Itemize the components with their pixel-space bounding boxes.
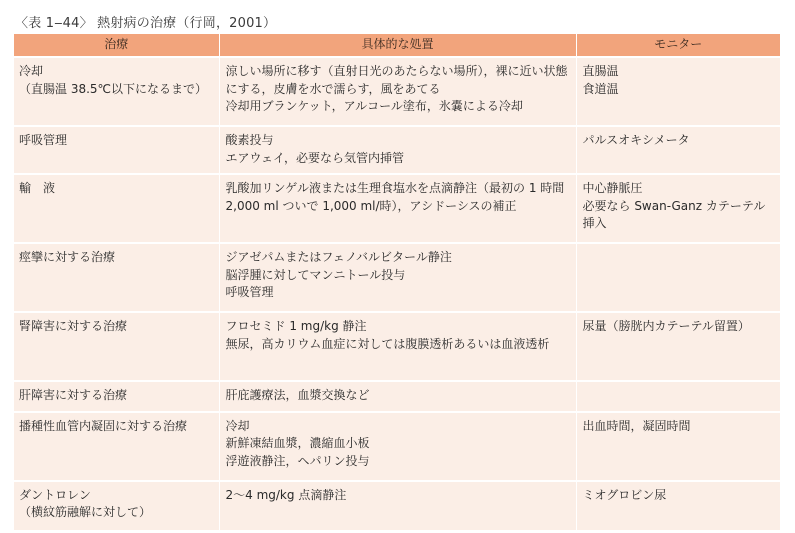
cell-treatment — [14, 381, 219, 412]
table-row — [14, 126, 780, 174]
cell-text: 肝庇護療法，血漿交換など — [225, 388, 370, 402]
cell-monitor — [576, 243, 780, 312]
table-body — [14, 57, 780, 530]
cell-text: 中心静脈圧 — [582, 181, 643, 195]
table-row — [14, 312, 780, 381]
cell-text: （直腸温 38.5℃以下になるまで） — [19, 81, 208, 96]
cell-text: 2〜4 mg/kg 点滴静注 — [225, 487, 347, 502]
cell-text: 乳酸加リンゲル液または生理食塩水を点滴静注（最初の 1 時間 2,000 ml ついで 1,000 ml/時），アシドーシスの補正 — [225, 181, 565, 213]
table-row — [14, 243, 780, 312]
cell-measures — [219, 243, 576, 312]
cell-monitor — [576, 312, 780, 381]
cell-treatment — [14, 57, 219, 126]
cell-text: （横紋筋融解に対して） — [19, 505, 152, 519]
cell-treatment — [14, 412, 219, 481]
cell-text: 浮遊液静注，ヘパリン投与 — [225, 453, 370, 468]
cell-text: エアウェイ，必要なら気管内挿管 — [225, 150, 404, 165]
table-row — [14, 57, 780, 126]
cell-text: 腎障害に対する治療 — [19, 319, 128, 333]
cell-treatment — [14, 243, 219, 312]
treatment-table — [14, 34, 780, 530]
cell-treatment — [14, 126, 219, 174]
cell-text: 出血時間，凝固時間 — [582, 418, 691, 433]
table-caption: 〈表 1‒44〉 熱射病の治療（行岡，2001） — [15, 16, 277, 31]
cell-text: ミオグロビン尿 — [582, 487, 667, 502]
cell-text: フロセミド 1 mg/kg 静注 — [225, 319, 367, 333]
cell-text: 冷却 — [225, 418, 250, 433]
cell-text: 無尿，高カリウム血症に対しては腹膜透析あるいは血液透析 — [225, 336, 550, 351]
cell-text: 呼吸管理 — [19, 133, 68, 147]
cell-text: 直腸温 — [582, 64, 619, 78]
cell-text: ジアゼパムまたはフェノバルビタール静注 — [225, 250, 452, 264]
cell-text: 播種性血管内凝固に対する治療 — [19, 418, 188, 433]
cell-measures — [219, 57, 576, 126]
cell-monitor — [576, 126, 780, 174]
cell-text: 必要なら Swan-Ganz カテーテル挿入 — [582, 198, 766, 230]
table-row — [14, 481, 780, 530]
cell-measures — [219, 412, 576, 481]
header-row — [14, 34, 780, 57]
cell-text: 冷却 — [19, 64, 44, 78]
cell-text: 冷却用ブランケット，アルコール塗布，氷嚢による冷却 — [225, 99, 523, 113]
cell-measures — [219, 381, 576, 412]
cell-text: 肝障害に対する治療 — [19, 388, 128, 402]
cell-measures — [219, 481, 576, 530]
cell-monitor — [576, 174, 780, 243]
cell-monitor — [576, 481, 780, 530]
cell-text: ダントロレン — [19, 487, 91, 502]
cell-text: パルスオキシメータ — [582, 133, 690, 147]
cell-treatment — [14, 174, 219, 243]
cell-text: 食道温 — [582, 81, 619, 96]
table-row — [14, 412, 780, 481]
cell-treatment — [14, 481, 219, 530]
cell-measures — [219, 174, 576, 243]
header-measures: 具体的な処置 — [219, 34, 576, 57]
cell-text: 脳浮腫に対してマンニトール投与 — [225, 267, 406, 282]
cell-measures — [219, 126, 576, 174]
header-treatment: 治療 — [14, 34, 219, 57]
cell-monitor — [576, 412, 780, 481]
header-monitor: モニター — [576, 34, 780, 57]
cell-monitor — [576, 57, 780, 126]
cell-treatment — [14, 312, 219, 381]
table-row — [14, 174, 780, 243]
cell-text: 酸素投与 — [225, 133, 274, 147]
cell-measures — [219, 312, 576, 381]
cell-text: 呼吸管理 — [225, 285, 274, 299]
cell-text: 新鮮凍結血漿，濃縮血小板 — [225, 436, 370, 450]
cell-text: 痙攣に対する治療 — [19, 250, 116, 264]
cell-text: 涼しい場所に移す（直射日光のあたらない場所），裸に近い状態にする，皮膚を水で濡らす，風をあてる — [225, 64, 568, 96]
cell-text: 尿量（膀胱内カテーテル留置） — [582, 319, 750, 333]
table-row — [14, 381, 780, 412]
cell-monitor — [576, 381, 780, 412]
cell-text: 輸 液 — [19, 181, 56, 195]
